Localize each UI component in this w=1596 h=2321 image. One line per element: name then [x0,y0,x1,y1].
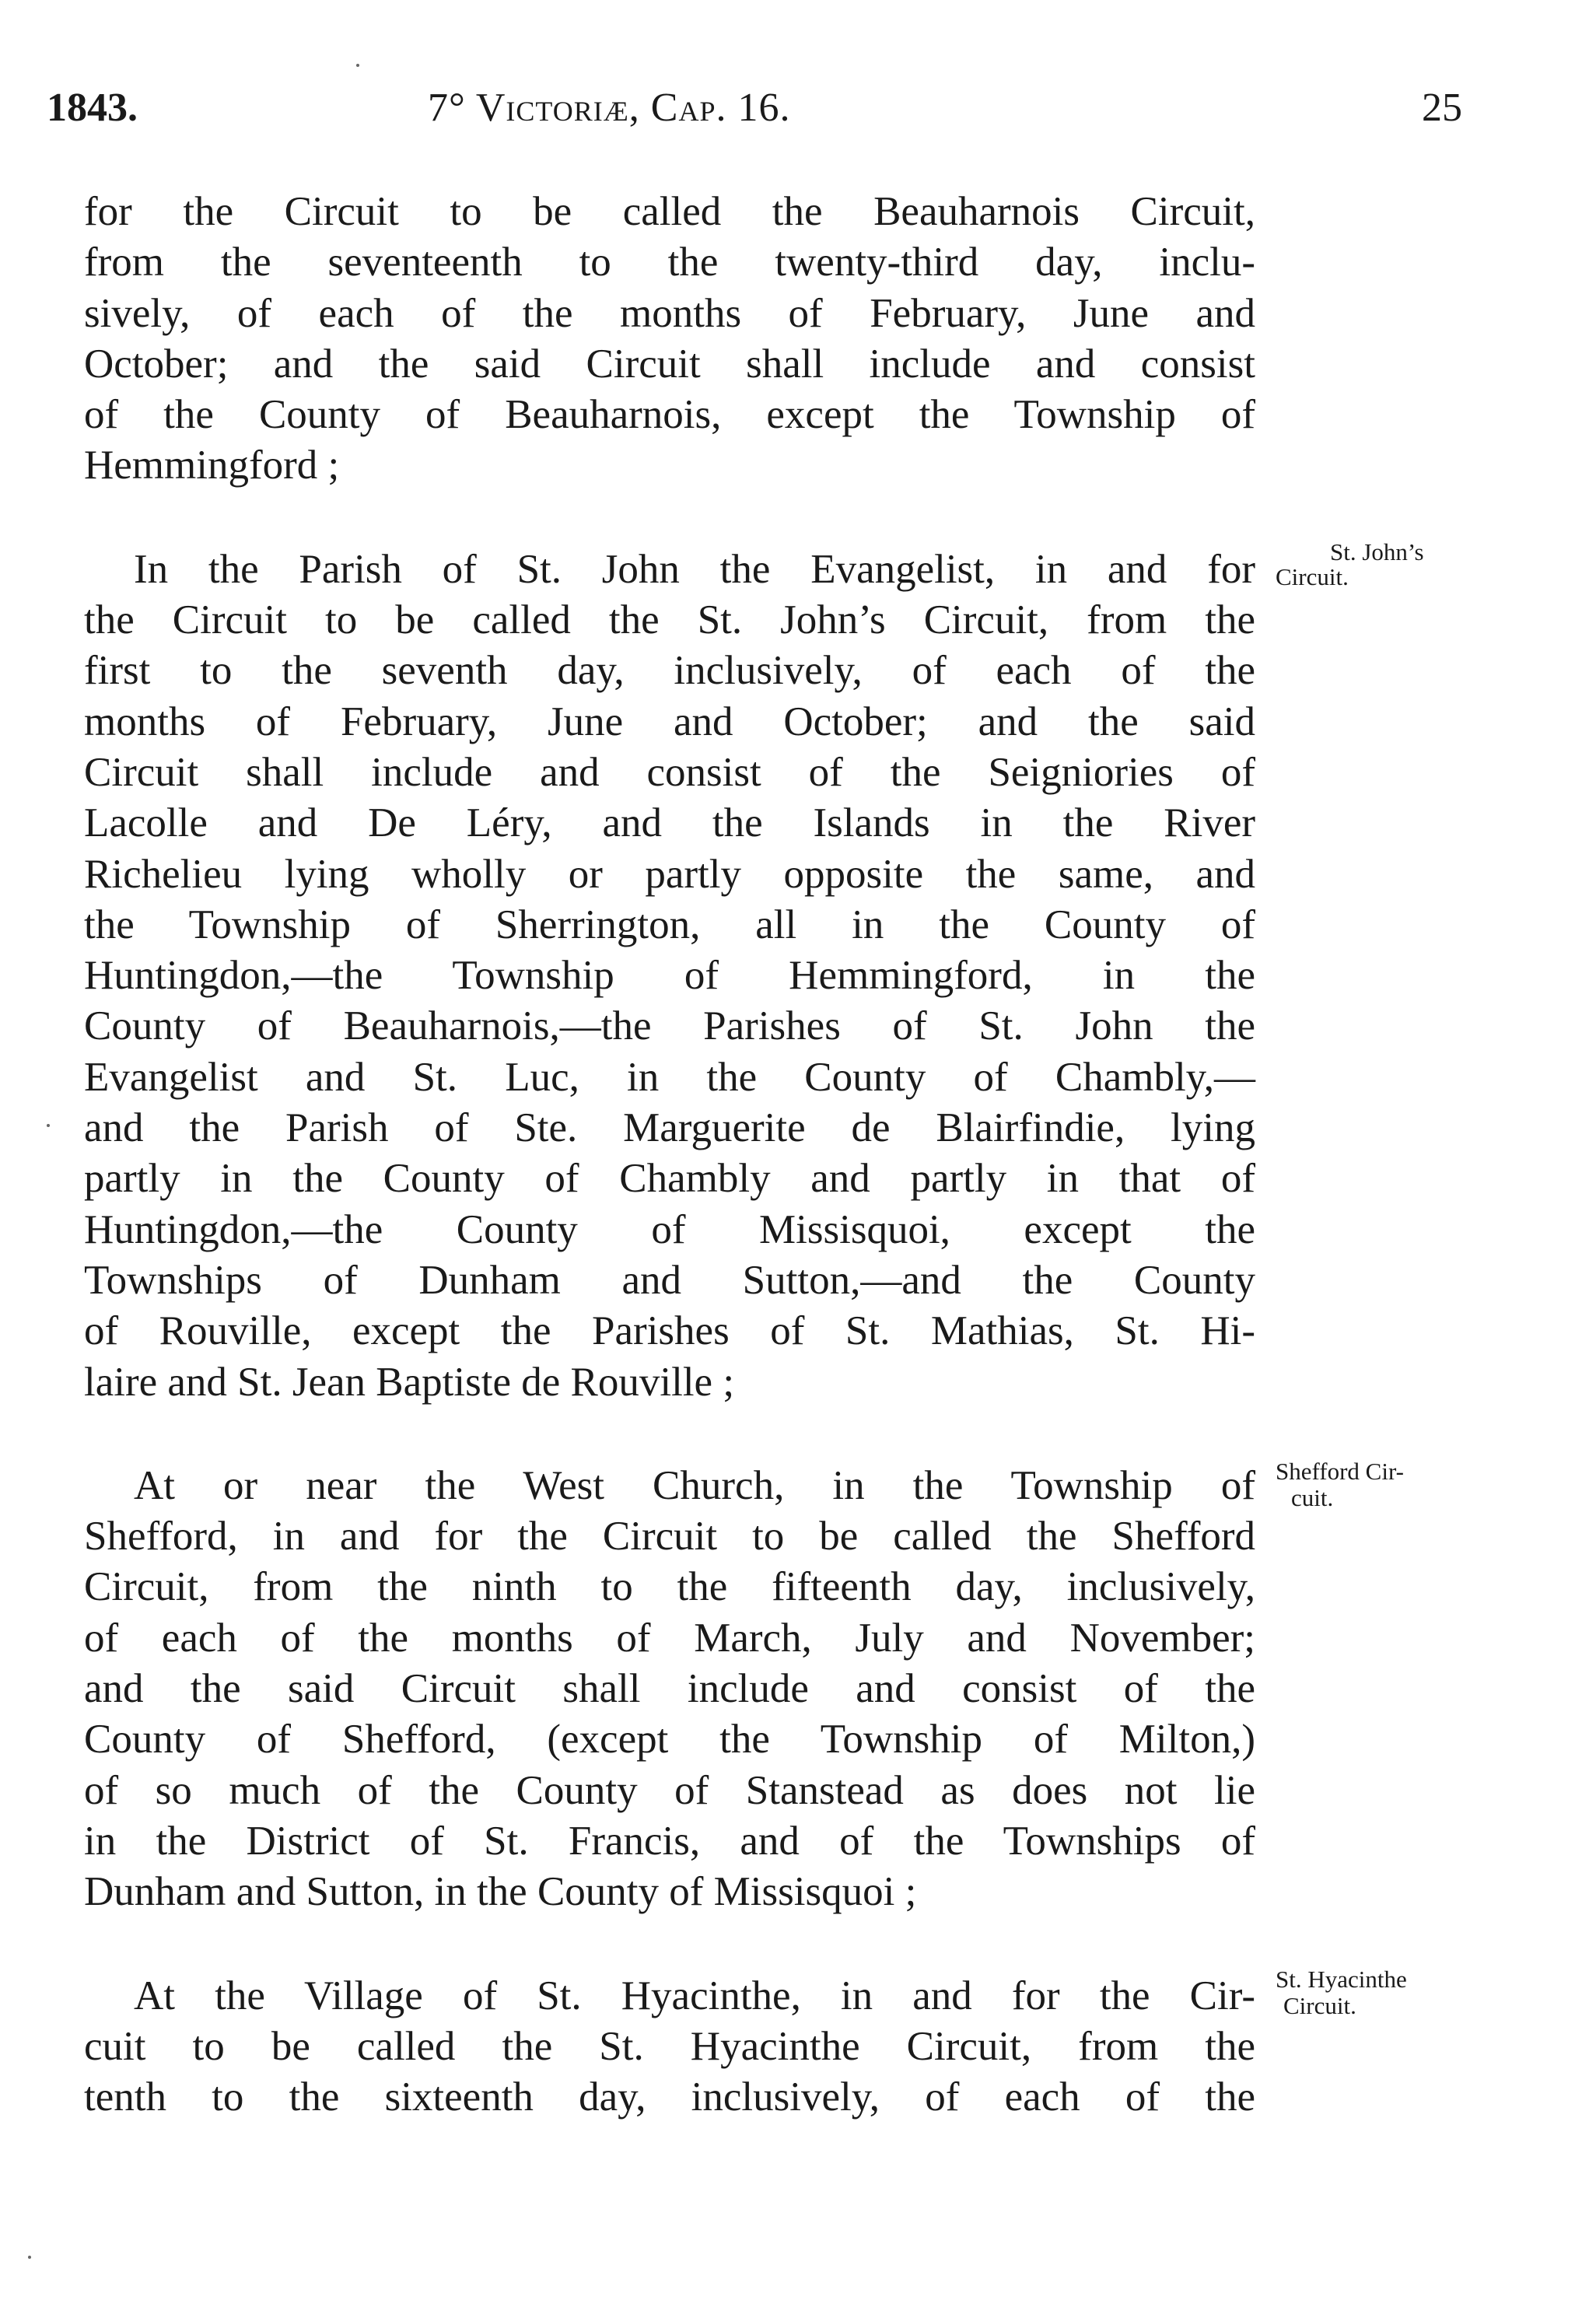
running-head [47,81,1462,135]
marginal-line: Shefford Cir- [1276,1458,1404,1485]
paper-speck [47,1124,50,1127]
text-line: Townships of Dunham and Sutton,—and the County [84,1257,1255,1303]
text-line: Dunham and Sutton, in the County of Missisquoi ; [84,1869,917,1915]
text-line: of so much of the County of Stanstead as does not lie [84,1767,1255,1813]
text-line: Huntingdon,—the Township of Hemmingford, in the [84,953,1255,999]
text-line: of each of the months of March, July and November; [84,1615,1255,1661]
text-line: of the County of Beauharnois, except the Township of [84,392,1255,438]
text-line: cuit to be called the St. Hyacinthe Circuit, from the [84,2023,1255,2069]
text-line: At the Village of St. Hyacinthe, in and for the Cir- [134,1973,1255,2018]
header-year: 1843. [47,86,138,130]
paragraph-beauharnois [84,187,1255,492]
paper-speck [356,64,359,67]
text-line: At or near the West Church, in the Township of [134,1462,1255,1508]
header-title: 7° Victoriæ, Cap. 16. [428,86,791,130]
text-line: for the Circuit to be called the Beauharnois Circuit, [84,189,1255,234]
text-line: tenth to the sixteenth day, inclusively, of each of the [84,2074,1255,2120]
page-number: 25 [1422,86,1462,130]
paragraph-shefford [84,1461,1255,1918]
marginal-line: St. Hyacinthe [1276,1966,1407,1993]
text-line: Circuit shall include and consist of the Seigniories of [84,749,1255,795]
paper-speck [28,2256,31,2259]
text-line: months of February, June and October; and the said [84,698,1255,744]
text-line: County of Shefford, (except the Township of Milton,) [84,1717,1255,1763]
text-line: Circuit, from the ninth to the fifteenth day, inclusively, [84,1564,1255,1610]
text-line: and the said Circuit shall include and consist of the [84,1666,1255,1712]
text-line: sively, of each of the months of February, June and [84,290,1255,336]
body-text [84,187,1255,2123]
text-line: and the Parish of Ste. Marguerite de Blairfindie, lying [84,1105,1255,1151]
marginal-line: Circuit. [1283,1992,1356,2019]
marginal-note-st-johns [1276,539,1532,590]
paragraph-st-johns [84,544,1255,1408]
marginal-note-st-hyacinthe [1276,1966,1532,2019]
text-line: Hemmingford ; [84,443,340,488]
text-line: Shefford, in and for the Circuit to be called the Shefford [84,1514,1255,1560]
paragraph-st-hyacinthe [84,1971,1255,2123]
text-line: in the District of St. Francis, and of the Townships of [84,1818,1255,1864]
text-line: Huntingdon,—the County of Missisquoi, except the [84,1206,1255,1252]
text-line: from the seventeenth to the twenty-third day, inclu- [84,240,1255,285]
marginal-note-shefford [1276,1458,1532,1511]
marginal-line: cuit. [1291,1484,1334,1511]
marginal-line: St. John’s [1330,538,1424,565]
marginal-line: Circuit. [1276,563,1349,590]
text-line: County of Beauharnois,—the Parishes of St. John the [84,1003,1255,1049]
text-line: In the Parish of St. John the Evangelist, in and for [134,546,1255,592]
text-line: Lacolle and De Léry, and the Islands in the River [84,800,1255,846]
text-line: laire and St. Jean Baptiste de Rouville ; [84,1359,735,1405]
text-line: partly in the County of Chambly and partly in that of [84,1156,1255,1202]
text-line: Evangelist and St. Luc, in the County of Chambly,— [84,1054,1255,1100]
text-line: October; and the said Circuit shall include and consist [84,341,1255,387]
text-line: of Rouville, except the Parishes of St. Mathias, St. Hi- [84,1308,1255,1354]
text-line: the Circuit to be called the St. John’s Circuit, from the [84,597,1255,643]
text-line: the Township of Sherrington, all in the County of [84,901,1255,947]
text-line: first to the seventh day, inclusively, of each of the [84,648,1255,694]
text-line: Richelieu lying wholly or partly opposite the same, and [84,851,1255,897]
